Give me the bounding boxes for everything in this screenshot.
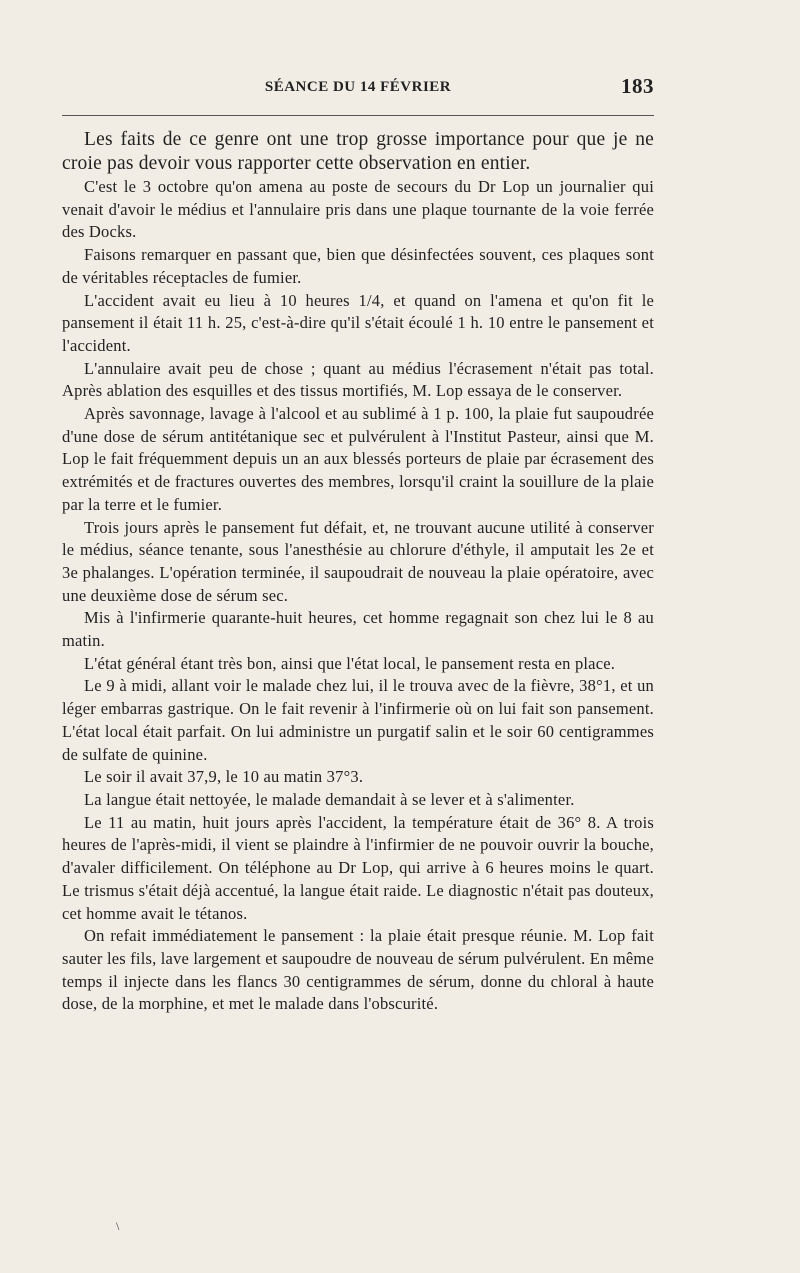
page-number: 183: [621, 74, 654, 98]
running-header: [62, 74, 654, 100]
paragraph: Le 9 à midi, allant voir le malade chez lui, il le trouva avec de la fièvre, 38°1, et un léger embarras gastrique. On le fait revenir à l'infirmerie où on lui fait son pansement. L'état local était parfait. On lui administre un purgatif salin et le soir 60 centigrammes de sulfate de quinine.: [62, 676, 654, 764]
paragraph: L'état général étant très bon, ainsi que l'état local, le pansement resta en place.: [84, 653, 616, 673]
paragraph: Faisons remarquer en passant que, bien que désinfectées souvent, ces plaques sont de véritables réceptacles de fumier.: [62, 245, 654, 287]
header-title: SÉANCE DU 14 FÉVRIER: [264, 79, 452, 95]
paragraph: Les faits de ce genre ont une trop grosse importance pour que je ne croie pas devoir vous rapporter cette observation en entier.: [62, 129, 654, 174]
paragraph: Le 11 au matin, huit jours après l'accident, la température était de 36° 8. A trois heures de l'après-midi, il vient se plaindre à l'infirmier de ne pouvoir ouvrir la bouche, d'avaler difficilement. On téléphone au Dr Lop, qui arrive à 6 heures moins le quart. Le trismus s'était déjà accentué, la langue était raide. Le diagnostic n'était pas douteux, cet homme avait le tétanos.: [62, 812, 654, 923]
paragraph: La langue était nettoyée, le malade demandait à se lever et à s'alimenter.: [84, 789, 575, 809]
stray-mark: \: [116, 1219, 120, 1233]
paragraph: L'annulaire avait peu de chose ; quant au médius l'écrasement n'était pas total. Après ablation des esquilles et des tissus mortifiés, M. Lop essaya de le conserver.: [62, 358, 654, 401]
paragraph: L'accident avait eu lieu à 10 heures 1/4, et quand on l'amena et qu'on fit le pansement il était 11 h. 25, c'est-à-dire qu'il s'était écoulé 1 h. 10 entre le pansement et l'accident.: [62, 290, 654, 355]
paragraph: C'est le 3 octobre qu'on amena au poste de secours du Dr Lop un journalier qui venait d'avoir le médius et l'annulaire pris dans une plaque tournante de la voie ferrée des Docks.: [62, 177, 654, 242]
header-rule: [62, 115, 654, 116]
paragraph: Trois jours après le pansement fut défait, et, ne trouvant aucune utilité à conserver le médius, séance tenante, sous l'anesthésie au chlorure d'éthyle, il amputait les 2e et 3e phalanges. L'opération terminée, il saupoudrait de nouveau la plaie opératoire, avec une deuxième dose de sérum sec.: [62, 517, 654, 605]
paragraph: Après savonnage, lavage à l'alcool et au sublimé à 1 p. 100, la plaie fut saupoudrée d'une dose de sérum antitétanique sec et pulvérulent à l'Institut Pasteur, ainsi que M. Lop le fait fréquemment depuis un an aux blessés porteurs de plaie par écrasement des extrémités et de fractures ouvertes des membres, lorsqu'il craint la souillure de la plaie par la terre et le fumier.: [62, 404, 654, 514]
paragraph: Le soir il avait 37,9, le 10 au matin 37°3.: [84, 767, 364, 787]
body-text: [62, 128, 654, 1016]
paragraph: Mis à l'infirmerie quarante-huit heures, cet homme regagnait son chez lui le 8 au matin.: [62, 608, 654, 651]
paragraph: On refait immédiatement le pansement : la plaie était presque réunie. M. Lop fait sauter les fils, lave largement et saupoudre de nouveau de sérum pulvérulent. En même temps il injecte dans les flancs 30 centigrammes de sérum, donne du chloral à haute dose, de la morphine, et met le malade dans l'obscurité.: [62, 926, 654, 1014]
observation-text: [62, 176, 654, 1016]
